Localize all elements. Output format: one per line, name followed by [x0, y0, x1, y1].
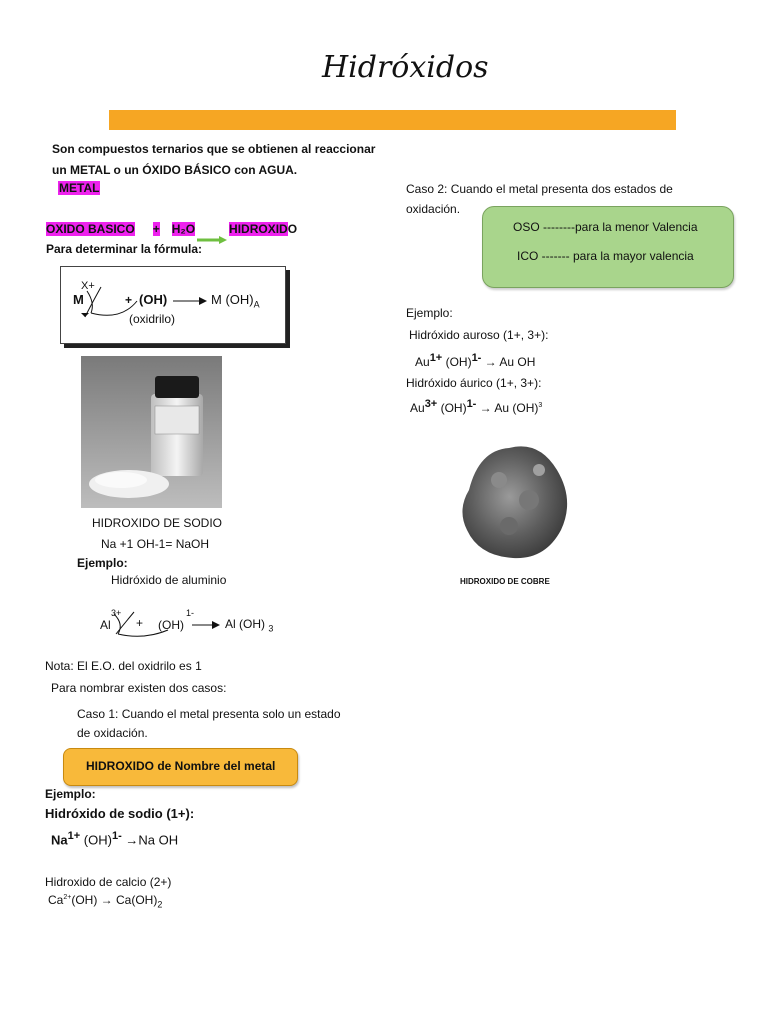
al-plus: + — [136, 616, 144, 630]
sodium-formula: Na +1 OH-1= NaOH — [101, 537, 210, 551]
page-title: Hidróxidos — [322, 50, 489, 85]
intro-line-2: un METAL o un ÓXIDO BÁSICO con AGUA. — [52, 163, 298, 177]
al-charge: 3+ — [111, 608, 122, 618]
auroso-name: Hidróxido auroso (1+, 3+): — [409, 328, 549, 342]
ejemplo-label-3: Ejemplo: — [406, 306, 453, 320]
aluminio-formula — [100, 606, 290, 636]
formula-result: M $(OH)_A$ — [211, 292, 260, 310]
nota-line: Nota: El E.O. del oxidrilo es 1 — [45, 659, 202, 673]
sodio-example-name: Hidróxido de sodio (1+): — [45, 806, 195, 821]
ejemplo-label-1: Ejemplo: — [77, 556, 128, 570]
intro-line-1: Son compuestos ternarios que se obtienen al reaccionar — [52, 142, 376, 156]
al-oh: (OH) — [158, 618, 184, 632]
al-oh-charge: 1- — [186, 608, 195, 618]
caso1-rule-box — [63, 748, 298, 786]
caso2-line-1: Caso 2: Cuando el metal presenta dos estados de — [406, 182, 673, 196]
formula-plus: + — [125, 293, 133, 307]
sodium-hydroxide-photo — [81, 356, 222, 508]
caso1-line-1: Caso 1: Cuando el metal presenta solo un estado — [77, 707, 341, 721]
oso-rule: OSO --------para la menor Valencia — [513, 220, 698, 234]
title-underline-bar — [109, 110, 676, 130]
calcio-formula: $Ca^{2+}(OH) \to Ca(OH)_2$ — [48, 893, 163, 910]
formula-m: M — [73, 292, 84, 307]
aurico-name: Hidróxido áurico (1+, 3+): — [406, 376, 542, 390]
oxido-basico-label: OXIDO BASICO — [46, 222, 135, 236]
calcio-name: Hidroxido de calcio (2+) — [45, 875, 172, 889]
sodio-example-formula: $Na^{1+}$ (OH)$^{1-}$ →Na OH — [51, 830, 179, 848]
aurico-formula: $Au^{3+}$ (OH)$^{1-}$ → Au (OH)$^3$ — [410, 398, 543, 415]
caso1-rule-text: HIDROXIDO de Nombre del metal — [86, 759, 276, 773]
al-symbol: Al — [100, 618, 111, 632]
aluminio-label: Hidróxido de aluminio — [111, 573, 227, 587]
reaction-line — [46, 222, 297, 236]
hidroxido-label-tail: O — [287, 222, 298, 236]
formula-box — [60, 266, 286, 344]
caso1-line-2: de oxidación. — [77, 726, 148, 740]
ejemplo-label-2: Ejemplo: — [45, 787, 96, 801]
formula-oh: (OH) — [139, 292, 168, 307]
ico-rule: ICO ------- para la mayor valencia — [517, 249, 694, 263]
arrow-right-icon — [173, 296, 207, 306]
sodium-hydroxide-caption: HIDROXIDO DE SODIO — [92, 516, 223, 530]
caso2-line-2: oxidación. — [406, 202, 461, 216]
plus-sign: + — [152, 222, 160, 236]
metal-highlight: METAL — [59, 181, 100, 195]
caso2-rule-box — [482, 206, 734, 288]
al-result: Al (OH) $_3$ — [225, 617, 274, 634]
formula-xplus: X+ — [81, 280, 95, 292]
h2o-label: H₂O — [171, 222, 196, 236]
hidroxido-label: HIDROXID — [229, 222, 288, 236]
auroso-formula: $Au^{1+}$ (OH)$^{1-}$ → Au OH — [415, 352, 536, 369]
para-determinar-label: Para determinar la fórmula: — [46, 242, 203, 256]
formula-oxidrilo: (oxidrilo) — [129, 312, 176, 326]
copper-hydroxide-caption: HIDROXIDO DE COBRE — [460, 577, 550, 586]
nombrar-line: Para nombrar existen dos casos: — [51, 681, 227, 695]
al-arrow-icon — [192, 620, 220, 630]
copper-hydroxide-photo — [449, 430, 579, 570]
